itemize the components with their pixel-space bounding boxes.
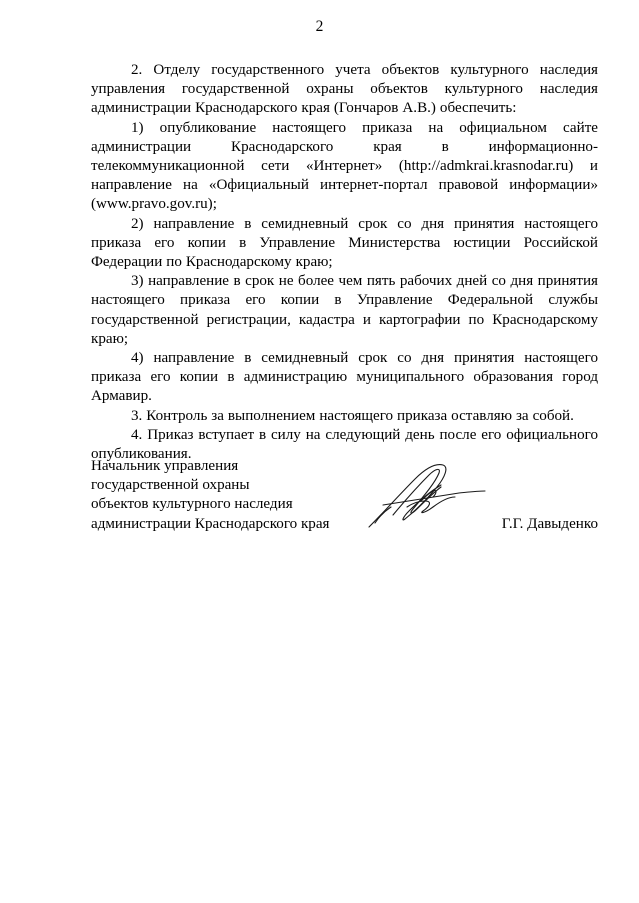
signatory-name: Г.Г. Давыденко bbox=[501, 515, 598, 532]
paragraph-subitem-2: 2) направление в семидневный срок со дня принятия настоящего приказа его копии в Управление Министерства юстиции Российской Федерации по Краснодарскому краю; bbox=[91, 215, 598, 271]
paragraph-subitem-4: 4) направление в семидневный срок со дня принятия настоящего приказа его копии в администрацию муниципального образования город Армавир. bbox=[91, 350, 598, 405]
position-line: государственной охраны bbox=[91, 477, 250, 494]
position-line: администрации Краснодарского края bbox=[91, 515, 330, 532]
paragraph-item-4: 4. Приказ вступает в силу на следующий день после его официального опубликования. bbox=[91, 426, 598, 463]
page-number: 2 bbox=[315, 18, 324, 35]
signatory-position bbox=[91, 457, 330, 534]
position-line: объектов культурного наследия bbox=[91, 496, 293, 513]
document-body bbox=[91, 61, 598, 464]
paragraph-subitem-3: 3) направление в срок не более чем пять рабочих дней со дня принятия настоящего приказа его копии в Управление Федеральной службы государственной регистрации, кадастра и картографии по Краснодарскому краю; bbox=[91, 273, 598, 347]
signature-block bbox=[91, 457, 598, 547]
paragraph-item-2: 2. Отделу государственного учета объектов культурного наследия управления государственной охраны объектов культурного наследия администрации Краснодарского края (Гончаров А.В.) обеспечить: bbox=[91, 62, 598, 117]
paragraph-item-3: 3. Контроль за выполнением настоящего приказа оставляю за собой. bbox=[131, 407, 574, 424]
handwritten-signature-icon bbox=[363, 457, 493, 535]
position-line: Начальник управления bbox=[91, 458, 239, 474]
paragraph-subitem-1: 1) опубликование настоящего приказа на официальном сайте администрации Краснодарского края в информационно-телекоммуникационной сети «Интернет» (http://admkrai.krasnodar.ru) и направление на «Официальный интернет-портал правовой информации» (www.pravo.gov.ru); bbox=[91, 119, 598, 213]
